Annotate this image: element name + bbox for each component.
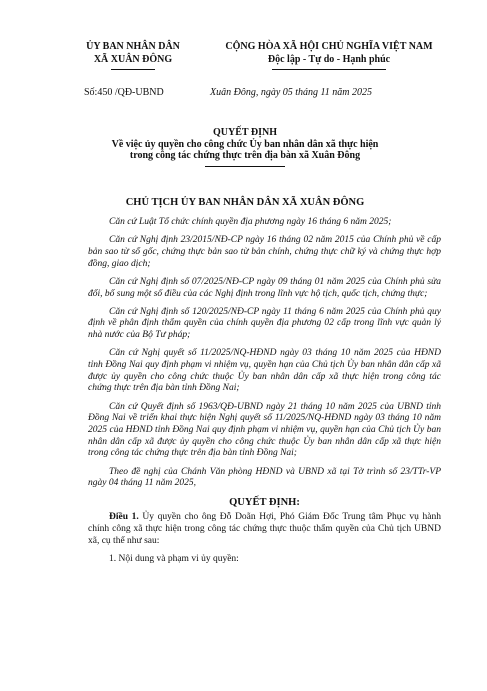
legal-basis-item: Căn cứ Nghị định số 120/2025/NĐ-CP ngày 11 tháng 6 năm 2025 của Chính phủ quy định về phân định thẩm quyền của chính quyền địa phương 02 cấp trong lĩnh vực quản lý nhà nước của Bộ Tư pháp; xyxy=(88,306,441,341)
document-title-block xyxy=(60,127,430,167)
place-and-date: Xuân Đông, ngày 05 tháng 11 năm 2025 xyxy=(210,87,373,98)
agency-underline xyxy=(111,69,155,70)
legal-basis-item: Căn cứ Nghị quyết số 11/2025/NQ-HĐND ngày 03 tháng 10 năm 2025 của HĐND tỉnh Đồng Nai quy định phạm vi nhiệm vụ, quyền hạn của Chủ tịch Ủy ban nhân dân cấp xã được ủy quyền cho công chức thuộc Ủy ban nhân dân cấp xã thực hiện trong công tác chứng thực trên địa bàn tỉnh Đồng Nai; xyxy=(88,348,441,394)
document-subject-line-1: Về việc ủy quyền cho công chức Ủy ban nhân dân xã thực hiện xyxy=(111,138,379,150)
legal-basis-item: Căn cứ Nghị định số 07/2025/NĐ-CP ngày 09 tháng 01 năm 2025 của Chính phủ sửa đổi, bổ sung một số điều của các Nghị định trong lĩnh vực hộ tịch, quốc tịch, chứng thực; xyxy=(88,276,441,299)
motto-underline xyxy=(272,69,386,70)
document-number: Số:450 /QĐ-UBND xyxy=(84,87,164,98)
title-underline xyxy=(205,166,285,167)
agency-line-1: ỦY BAN NHÂN DÂN xyxy=(86,41,180,52)
article-1-text: Ủy quyền cho ông Đỗ Doãn Hợi, Phó Giám Đốc Trung tâm Phục vụ hành chính công xã thực hiện trong công tác chứng thực thuộc thẩm quyền của Chủ tịch UBND xã, cụ thể như sau: xyxy=(88,512,441,546)
national-motto: Độc lập - Tự do - Hạnh phúc xyxy=(267,54,391,65)
document-subject-line-2: trong công tác chứng thực trên địa bàn xã Xuân Đông xyxy=(129,150,361,161)
country-name: CỘNG HÒA XÃ HỘI CHỦ NGHĨA VIỆT NAM xyxy=(225,41,433,52)
article-1-label: Điều 1. xyxy=(109,512,139,523)
legal-basis-item: Căn cứ Luật Tổ chức chính quyền địa phương ngày 16 tháng 6 năm 2025; xyxy=(109,217,392,227)
document-type: QUYẾT ĐỊNH xyxy=(213,127,277,138)
article-1-item-1: 1. Nội dung và phạm vi ủy quyền: xyxy=(109,553,239,564)
agency-line-2: XÃ XUÂN ĐÔNG xyxy=(93,54,173,65)
document-body xyxy=(88,217,441,572)
issuing-agency-block xyxy=(74,40,192,70)
national-motto-block xyxy=(198,40,460,70)
decision-heading: QUYẾT ĐỊNH: xyxy=(229,496,300,508)
article-1 xyxy=(88,512,441,547)
legal-basis-item: Căn cứ Nghị định 23/2015/NĐ-CP ngày 16 tháng 02 năm 2015 của Chính phủ về cấp bản sao từ sổ gốc, chứng thực bản sao từ bản chính, chứng thực chữ ký và chứng thực hợp đồng, giao dịch; xyxy=(88,235,441,269)
issuer-title: CHỦ TỊCH ỦY BAN NHÂN DÂN XÃ XUÂN ĐÔNG xyxy=(125,197,365,208)
legal-basis-item: Căn cứ Quyết định số 1963/QĐ-UBND ngày 21 tháng 10 năm 2025 của UBND tỉnh Đồng Nai về triển khai thực hiện Nghị quyết số 11/2025/NQ-HĐND ngày 03 tháng 10 năm 2025 của HĐND tỉnh Đồng Nai quy định phạm vi nhiệm vụ, quyền hạn của Chủ tịch Ủy ban nhân dân cấp xã được ủy quyền cho công chức thuộc Ủy ban nhân dân cấp xã thực hiện trong công tác chứng thực trên địa bàn tỉnh Đồng Nai; xyxy=(88,401,441,459)
legal-basis-item: Theo đề nghị của Chánh Văn phòng HĐND và UBND xã tại Tờ trình số 23/TTr-VP ngày 04 tháng 11 năm 2025, xyxy=(88,466,441,489)
